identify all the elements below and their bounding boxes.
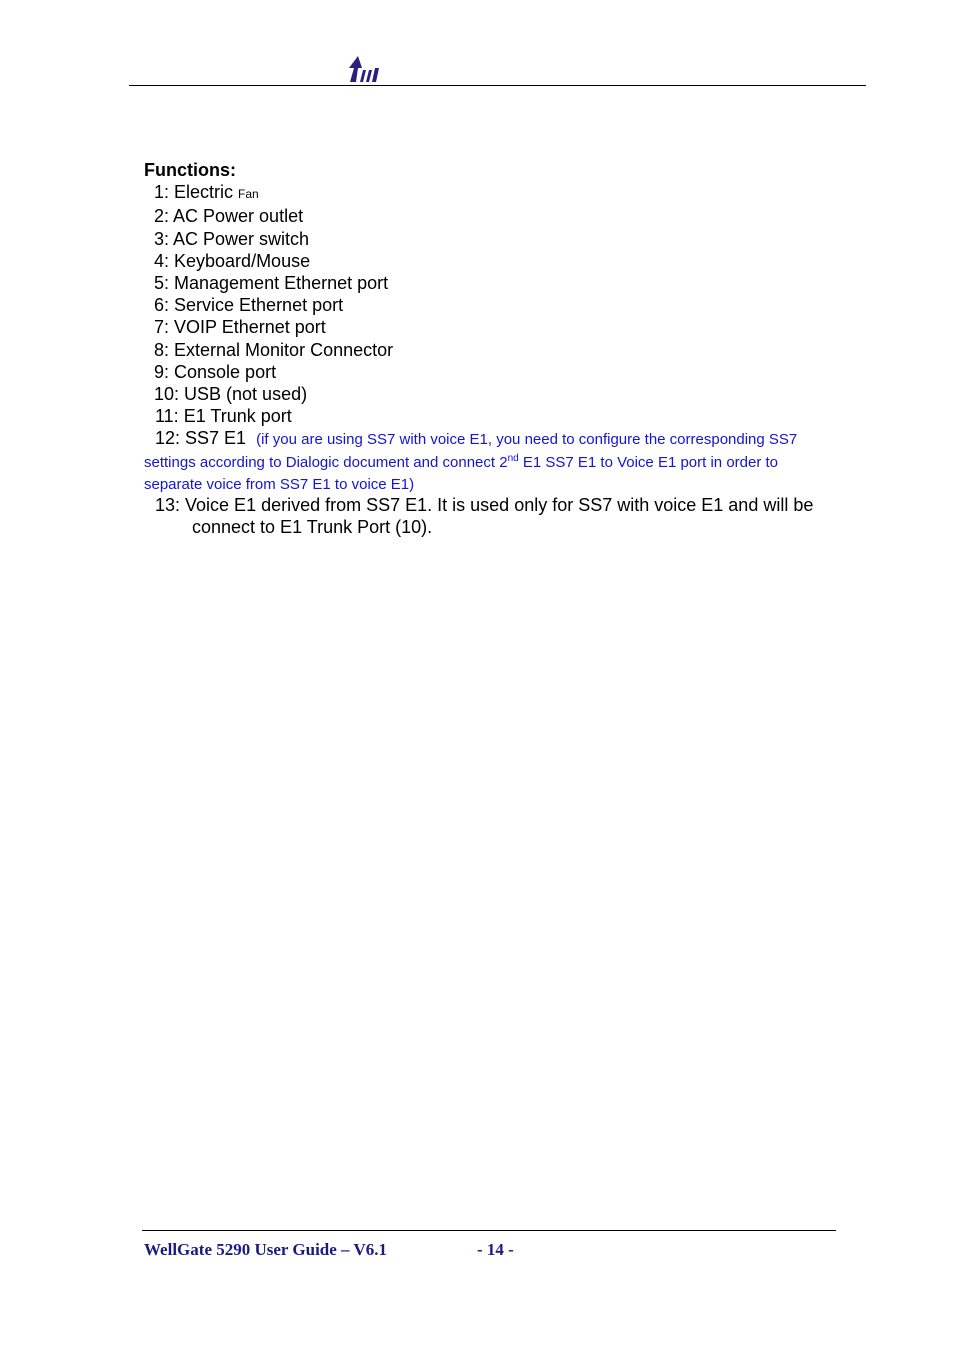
list-item: 2: AC Power outlet <box>154 206 304 227</box>
list-item: 9: Console port <box>154 361 277 382</box>
list-item-ss7 <box>144 427 824 494</box>
fan-label: Fan <box>238 187 259 202</box>
list-item-voice-e1: 13: Voice E1 derived from SS7 E1. It is used only for SS7 with voice E1 and will be connect to E1 Trunk Port (10). <box>155 495 814 538</box>
company-logo-icon <box>348 56 380 82</box>
ss7-note: (if you are using SS7 with voice E1, you need to configure the corresponding SS7 settings according to Dialogic document and connect 2nd E1 SS7 E1 to Voice E1 port in order to separate voice from SS7 E1 to voice E1) <box>144 431 798 493</box>
list-item: 1: Electric Fan <box>154 182 259 203</box>
ss7-label: 12: SS7 E1 <box>155 428 247 449</box>
list-item: 3: AC Power switch <box>154 228 310 249</box>
list-item: 8: External Monitor Connector <box>154 339 394 360</box>
list-item: 11: E1 Trunk port <box>155 406 292 427</box>
functions-heading: Functions: <box>144 160 236 180</box>
list-item: 6: Service Ethernet port <box>154 295 344 316</box>
page-content <box>144 159 824 538</box>
list-item: 5: Management Ethernet port <box>154 273 389 294</box>
list-item: 10: USB (not used) <box>154 384 308 405</box>
footer-rule <box>142 1230 836 1231</box>
list-item: 7: VOIP Ethernet port <box>154 317 326 338</box>
header-rule <box>129 85 866 86</box>
footer-title: WellGate 5290 User Guide – V6.1 <box>144 1240 388 1259</box>
page-number: - 14 - <box>477 1240 514 1259</box>
list-item: 4: Keyboard/Mouse <box>154 250 311 271</box>
